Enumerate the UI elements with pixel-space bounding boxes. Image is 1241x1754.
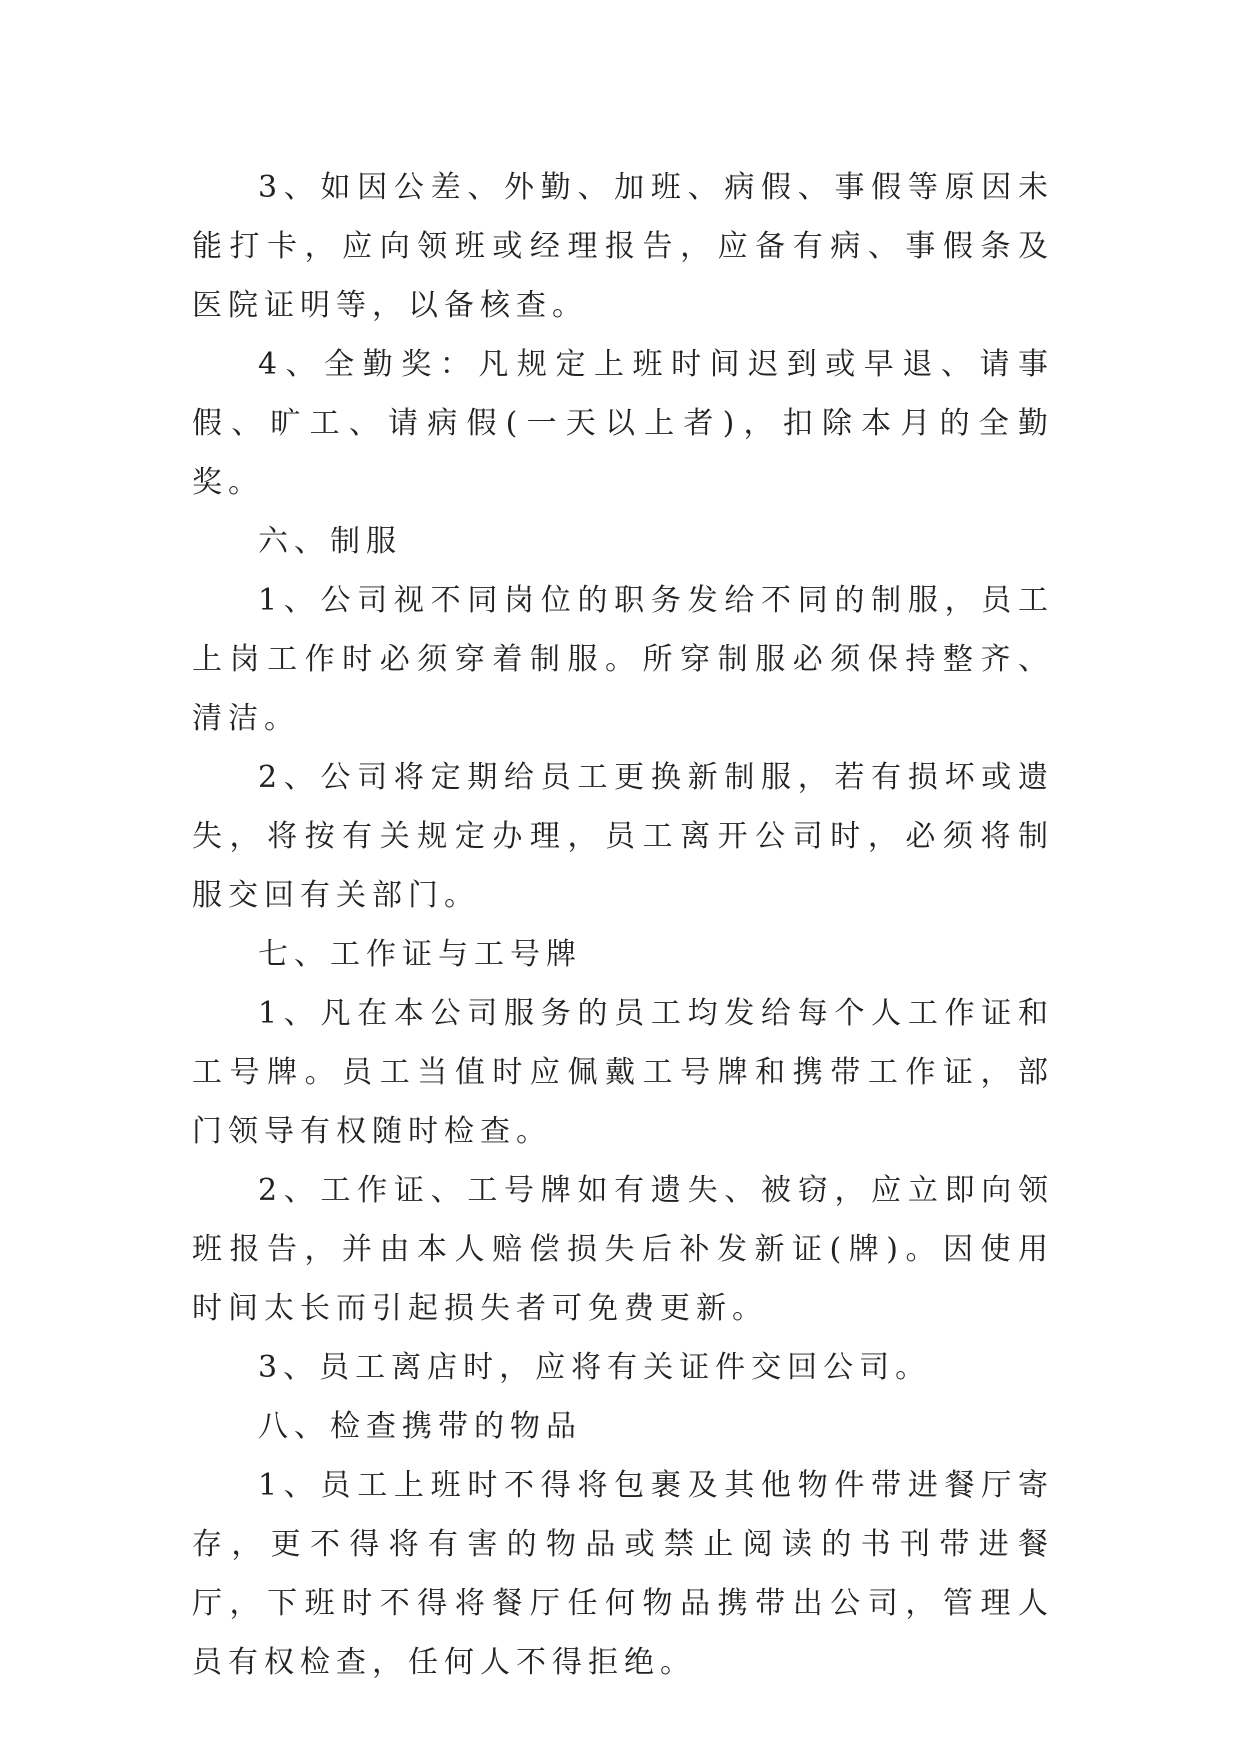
- paragraph-uniform-issue: 1、公司视不同岗位的职务发给不同的制服，员工上岗工作时必须穿着制服。所穿制服必须保持整齐、清洁。: [192, 583, 1054, 736]
- paragraph-attendance-exception: 3、如因公差、外勤、加班、病假、事假等原因未能打卡，应向领班或经理报告，应备有病、事假条及医院证明等，以备核查。: [192, 170, 1054, 323]
- section-heading-work-badge: 七、工作证与工号牌: [258, 937, 582, 972]
- document-body: [192, 158, 1054, 1692]
- paragraph-item-inspection-rules: 1、员工上班时不得将包裹及其他物件带进餐厅寄存，更不得将有害的物品或禁止阅读的书刊带进餐厅，下班时不得将餐厅任何物品携带出公司，管理人员有权检查，任何人不得拒绝。: [192, 1468, 1054, 1680]
- paragraph-badge-issue: 1、凡在本公司服务的员工均发给每个人工作证和工号牌。员工当值时应佩戴工号牌和携带工作证，部门领导有权随时检查。: [192, 996, 1054, 1149]
- paragraph-badge-return: 3、员工离店时，应将有关证件交回公司。: [258, 1350, 932, 1385]
- paragraph-uniform-replacement: 2、公司将定期给员工更换新制服，若有损坏或遗失，将按有关规定办理，员工离开公司时，必须将制服交回有关部门。: [192, 760, 1054, 913]
- section-heading-item-inspection: 八、检查携带的物品: [258, 1409, 582, 1444]
- paragraph-full-attendance-bonus: 4、全勤奖：凡规定上班时间迟到或早退、请事假、旷工、请病假(一天以上者)，扣除本月的全勤奖。: [192, 347, 1054, 500]
- section-heading-uniform: 六、制服: [258, 524, 402, 559]
- paragraph-badge-loss: 2、工作证、工号牌如有遗失、被窃，应立即向领班报告，并由本人赔偿损失后补发新证(牌)。因使用时间太长而引起损失者可免费更新。: [192, 1173, 1054, 1326]
